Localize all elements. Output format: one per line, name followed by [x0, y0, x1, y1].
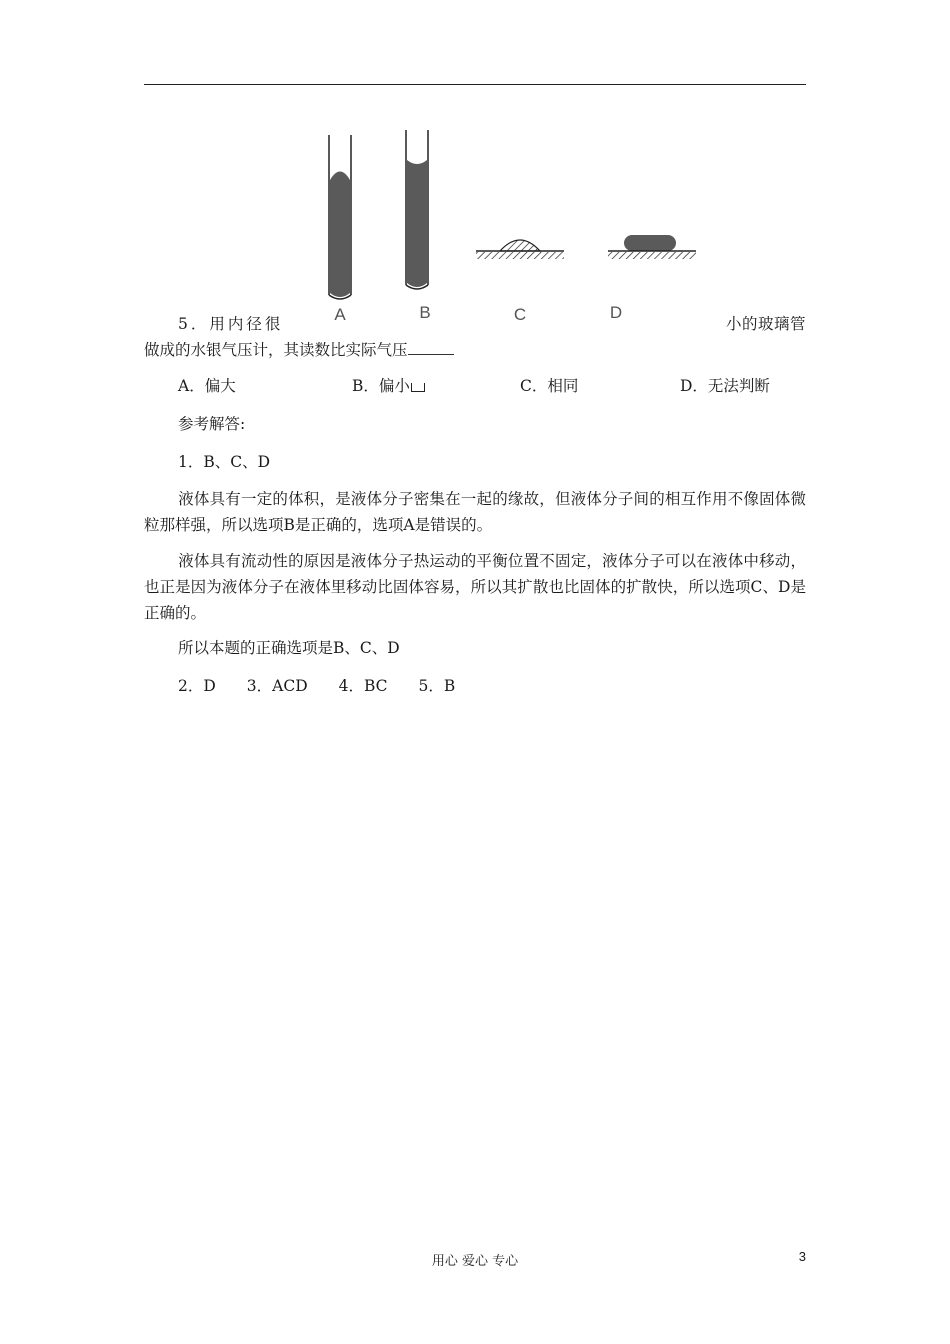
label-c: C [513, 305, 527, 324]
question5-text: 做成的水银气压计，其读数比实际气压 [144, 341, 408, 359]
conclusion [144, 635, 806, 661]
answer-blank [408, 340, 454, 355]
conclusion-text: 所以本题的正确选项是B、C、D [178, 639, 400, 657]
question5-middle: 小的玻璃管 [725, 315, 806, 333]
question5-start: 5．用内径很 [178, 315, 284, 333]
label-d: D [609, 303, 623, 322]
liquid-tube-figure [300, 125, 720, 335]
explanation-paragraph-1 [144, 486, 806, 538]
option-c: C．相同 [520, 377, 579, 395]
other-answers-text: 2．D 3．ACD 4．BC 5．B [178, 677, 456, 695]
answer-1 [144, 449, 806, 475]
answer-1-text: 1．B、C、D [178, 453, 271, 471]
other-answers [144, 673, 806, 699]
option-d: D．无法判断 [680, 377, 770, 395]
label-b: B [419, 303, 431, 322]
question5-end [144, 340, 454, 360]
explanation-paragraph-2 [144, 548, 806, 626]
footer-text: 用心 爱心 专心 [431, 1254, 519, 1269]
option-b-text: B．偏小 [352, 377, 410, 395]
option-a: A．偏大 [178, 377, 236, 395]
page-number: 3 [798, 1249, 806, 1264]
label-a: A [334, 305, 346, 324]
surface-c [476, 240, 564, 259]
option-b [352, 376, 425, 396]
tube-b [406, 130, 428, 289]
header-rule [144, 84, 806, 85]
answers-heading-text: 参考解答: [178, 415, 246, 433]
answers-heading [144, 411, 806, 437]
explanation-2-text: 液体具有流动性的原因是液体分子热运动的平衡位置不固定，液体分子可以在液体中移动，也正是因为液体分子在液体里移动比固体容易，所以其扩散也比固体的扩散快，所以选项C、D是正确的。 [144, 552, 806, 622]
cursor-mark [411, 383, 425, 392]
surface-d [608, 235, 696, 259]
tube-a [329, 135, 351, 299]
explanation-1-text: 液体具有一定的体积，是液体分子密集在一起的缘故，但液体分子间的相互作用不像固体微粒那样强，所以选项B是正确的，选项A是错误的。 [144, 490, 806, 534]
